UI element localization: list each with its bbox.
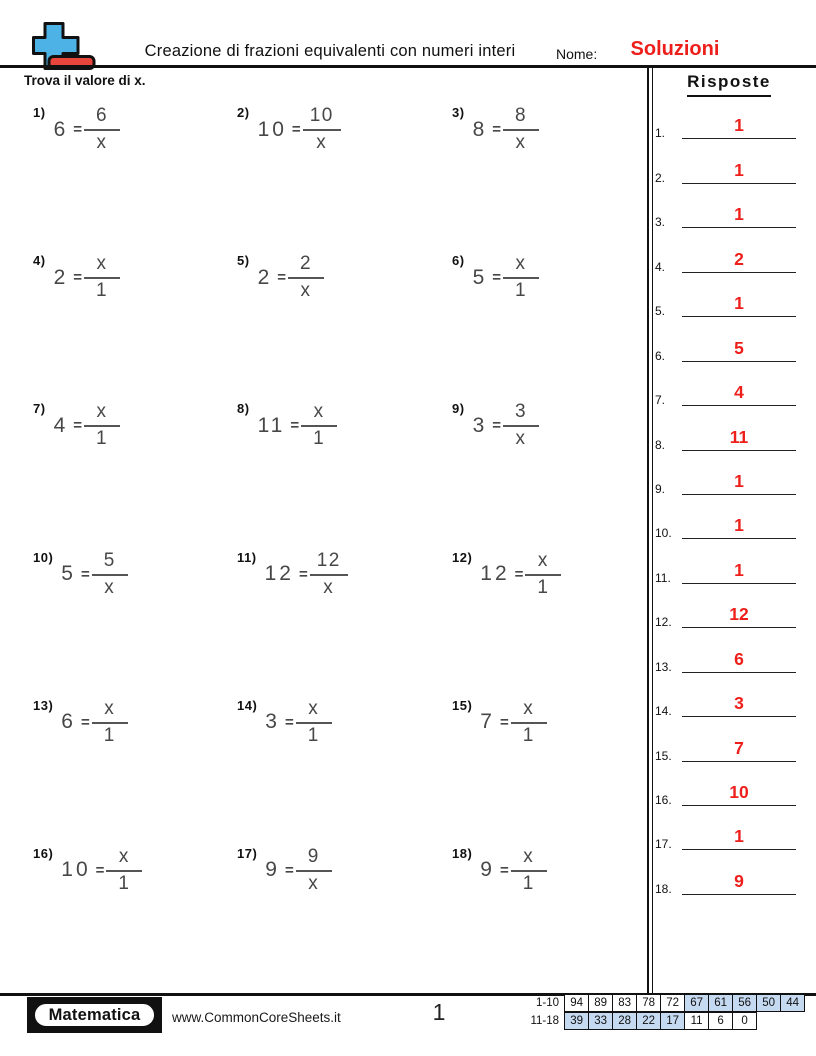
answer-row xyxy=(648,720,810,764)
problem-number: 13) xyxy=(33,697,54,713)
website-link: www.CommonCoreSheets.it xyxy=(172,1010,341,1025)
equation-lhs: 11 xyxy=(257,413,286,437)
equals-sign: = xyxy=(95,861,105,879)
equation-lhs: 10 xyxy=(257,117,287,141)
answer-value: 3 xyxy=(734,693,744,714)
equation xyxy=(480,846,546,895)
fraction-numerator: x xyxy=(92,698,128,724)
equals-sign: = xyxy=(277,269,287,287)
problem xyxy=(443,550,636,698)
score-cell: 6 xyxy=(708,1012,733,1030)
fraction xyxy=(303,105,341,154)
score-cells xyxy=(564,1012,757,1030)
fraction-numerator: x xyxy=(106,846,142,872)
equals-sign: = xyxy=(492,417,502,435)
score-table xyxy=(510,994,805,1030)
answer-number: 7. xyxy=(655,393,666,408)
fraction xyxy=(503,253,539,302)
problem-number: 5) xyxy=(237,253,250,269)
answer-blank-line xyxy=(682,538,796,539)
problem-number: 3) xyxy=(452,105,465,120)
problem xyxy=(228,846,443,994)
answer-blank-line xyxy=(682,894,796,895)
answer-number: 13. xyxy=(655,659,672,674)
fraction xyxy=(296,846,332,895)
answer-blank-line xyxy=(682,627,796,628)
answer-value: 9 xyxy=(734,870,744,891)
equation xyxy=(61,698,127,747)
answer-blank-line xyxy=(682,316,796,317)
answer-value: 5 xyxy=(734,337,744,358)
fraction-denominator: x xyxy=(323,576,335,598)
answer-row xyxy=(648,365,810,409)
answer-row xyxy=(648,142,810,186)
score-cell: 44 xyxy=(780,994,805,1012)
fraction-numerator: x xyxy=(84,401,120,427)
score-cell: 61 xyxy=(708,994,733,1012)
fraction xyxy=(525,550,561,599)
answer-row xyxy=(648,231,810,275)
fraction xyxy=(301,401,337,450)
fraction-numerator: 10 xyxy=(303,105,341,131)
fraction-denominator: x xyxy=(96,132,108,153)
problem xyxy=(228,253,443,401)
answer-number: 8. xyxy=(655,437,666,452)
score-row xyxy=(510,1012,805,1030)
answer-blank-line xyxy=(682,183,796,184)
answer-row xyxy=(648,809,810,853)
answer-row xyxy=(648,587,810,631)
answer-value: 1 xyxy=(734,293,744,314)
score-row-label: 1-10 xyxy=(535,997,559,1009)
score-cell: 50 xyxy=(756,994,781,1012)
answer-number: 17. xyxy=(655,837,672,852)
equation xyxy=(480,550,561,599)
fraction-denominator: 1 xyxy=(522,872,535,894)
score-cell: 39 xyxy=(564,1012,589,1030)
fraction-denominator: 1 xyxy=(307,724,320,746)
fraction xyxy=(511,846,547,895)
answer-number: 16. xyxy=(655,793,672,807)
problem-number: 11) xyxy=(237,549,257,565)
answer-row xyxy=(648,853,810,897)
fraction-numerator: x xyxy=(503,253,539,279)
brand-name: Matematica xyxy=(32,1001,157,1029)
score-cell: 33 xyxy=(588,1012,613,1030)
answer-blank-line xyxy=(682,761,796,762)
fraction xyxy=(84,401,120,450)
fraction-denominator: 1 xyxy=(537,576,550,598)
answer-blank-line xyxy=(682,849,796,850)
answer-value: 1 xyxy=(734,470,744,491)
equation-lhs: 2 xyxy=(257,265,273,289)
answer-row xyxy=(648,676,810,720)
page-number: 1 xyxy=(432,999,446,1025)
answer-blank-line xyxy=(682,138,796,139)
answer-number: 1. xyxy=(655,126,666,141)
fraction-numerator: 6 xyxy=(84,105,120,131)
fraction xyxy=(106,846,142,895)
equation-lhs: 2 xyxy=(53,265,69,289)
answer-number: 18. xyxy=(655,881,672,896)
instructions: Trova il valore di x. xyxy=(24,73,146,88)
score-cell: 28 xyxy=(612,1012,637,1030)
answer-row xyxy=(648,320,810,364)
score-cell: 72 xyxy=(660,994,685,1012)
equation-lhs: 9 xyxy=(480,858,495,882)
answer-blank-line xyxy=(682,716,796,717)
answer-value: 1 xyxy=(734,204,744,225)
score-cell: 89 xyxy=(588,994,613,1012)
problem xyxy=(443,846,636,994)
answer-blank-line xyxy=(682,227,796,228)
problem xyxy=(228,698,443,846)
answer-value: 2 xyxy=(734,248,744,269)
equation-lhs: 9 xyxy=(265,858,280,882)
fraction xyxy=(84,105,120,154)
answer-value: 1 xyxy=(734,515,744,536)
problem xyxy=(24,253,228,401)
problem xyxy=(228,105,443,253)
score-cell: 22 xyxy=(636,1012,661,1030)
equation xyxy=(265,550,348,599)
fraction-numerator: x xyxy=(525,550,561,576)
answer-row xyxy=(648,631,810,675)
equation-lhs: 3 xyxy=(265,710,280,734)
answer-value: 7 xyxy=(734,737,744,758)
answer-number: 5. xyxy=(655,304,666,319)
problem-number: 1) xyxy=(33,105,46,120)
fraction-denominator: 1 xyxy=(514,280,528,302)
fraction-numerator: x xyxy=(511,698,547,724)
answer-number: 15. xyxy=(655,748,672,763)
score-cell: 67 xyxy=(684,994,709,1012)
problem-number: 4) xyxy=(33,253,46,269)
fraction-denominator: 1 xyxy=(118,872,131,894)
equals-sign: = xyxy=(284,861,294,879)
answer-blank-line xyxy=(682,494,796,495)
answer-number: 11. xyxy=(655,570,671,585)
fraction xyxy=(503,105,539,154)
answer-row xyxy=(648,409,810,453)
fraction-numerator: 2 xyxy=(288,253,324,279)
equals-sign: = xyxy=(73,121,83,138)
equation-lhs: 12 xyxy=(480,562,510,586)
answer-number: 14. xyxy=(655,704,672,719)
fraction xyxy=(511,698,547,747)
answer-row xyxy=(648,498,810,542)
problem-number: 9) xyxy=(452,401,465,417)
fraction-denominator: 1 xyxy=(522,724,535,746)
answer-blank-line xyxy=(682,405,796,406)
answers-header: Risposte xyxy=(687,72,771,97)
fraction xyxy=(288,253,324,302)
score-row xyxy=(510,994,805,1012)
fraction xyxy=(84,253,120,302)
header-divider-line xyxy=(0,65,816,68)
score-cell: 78 xyxy=(636,994,661,1012)
score-cell: 56 xyxy=(732,994,757,1012)
equals-sign: = xyxy=(80,565,90,583)
score-cell: 17 xyxy=(660,1012,685,1030)
fraction-denominator: 1 xyxy=(95,428,109,450)
equals-sign: = xyxy=(290,417,300,435)
problem xyxy=(24,105,228,253)
score-cell: 11 xyxy=(684,1012,709,1030)
equation-lhs: 5 xyxy=(472,265,488,289)
equation xyxy=(54,253,120,302)
fraction-denominator: x xyxy=(316,132,328,153)
plus-minus-logo-icon xyxy=(32,22,96,70)
problem xyxy=(443,105,636,253)
answer-row xyxy=(648,542,810,586)
equation-lhs: 3 xyxy=(472,413,488,437)
problem-number: 8) xyxy=(237,401,250,417)
brand-logo xyxy=(27,997,162,1033)
answer-row xyxy=(648,765,810,809)
equation-lhs: 8 xyxy=(472,117,488,141)
equation xyxy=(258,105,341,154)
answer-row xyxy=(648,187,810,231)
score-row-label: 11-18 xyxy=(530,1015,559,1028)
fraction-denominator: x xyxy=(104,576,116,598)
answer-number: 3. xyxy=(655,215,666,230)
answer-value: 11 xyxy=(729,426,749,447)
fraction-denominator: x xyxy=(515,428,527,450)
answer-blank-line xyxy=(682,272,796,273)
fraction xyxy=(296,698,332,747)
equals-sign: = xyxy=(492,121,502,138)
problem-number: 10) xyxy=(33,549,54,565)
answer-value: 4 xyxy=(734,382,744,403)
answer-row xyxy=(648,454,810,498)
problem xyxy=(443,698,636,846)
answer-value: 12 xyxy=(729,604,749,625)
answer-value: 1 xyxy=(734,115,744,136)
fraction-numerator: 12 xyxy=(310,550,348,576)
equation xyxy=(54,401,120,450)
equation xyxy=(473,253,539,302)
fraction-denominator: x xyxy=(515,132,527,153)
answer-blank-line xyxy=(682,672,796,673)
answers-list xyxy=(648,98,810,898)
fraction-denominator: x xyxy=(308,872,320,894)
problem-number: 15) xyxy=(452,697,473,713)
problem-number: 14) xyxy=(237,697,258,713)
fraction-numerator: x xyxy=(84,253,120,279)
answer-number: 12. xyxy=(655,615,672,630)
answer-value: 1 xyxy=(734,559,744,580)
score-cells xyxy=(564,994,805,1012)
equals-sign: = xyxy=(492,269,502,287)
fraction-numerator: 5 xyxy=(92,550,128,576)
score-cell: 94 xyxy=(564,994,589,1012)
equation xyxy=(473,401,539,450)
equals-sign: = xyxy=(514,565,524,583)
answer-value: 6 xyxy=(734,648,744,669)
fraction xyxy=(92,698,128,747)
fraction xyxy=(503,401,539,450)
score-cell: 0 xyxy=(732,1012,757,1030)
answer-blank-line xyxy=(682,361,796,362)
answer-value: 1 xyxy=(734,159,744,180)
fraction-denominator: 1 xyxy=(103,724,116,746)
problem xyxy=(24,401,228,549)
equals-sign: = xyxy=(73,269,83,287)
answer-number: 6. xyxy=(655,348,666,363)
problem xyxy=(24,846,228,994)
answer-number: 9. xyxy=(655,481,666,496)
fraction xyxy=(92,550,128,599)
equation xyxy=(258,401,338,450)
equation xyxy=(473,105,539,154)
answer-number: 10. xyxy=(655,526,672,541)
answer-blank-line xyxy=(682,805,796,806)
problem xyxy=(24,698,228,846)
problem-number: 12) xyxy=(452,549,473,565)
equation-lhs: 5 xyxy=(61,562,76,586)
fraction-denominator: 1 xyxy=(95,280,109,302)
equation xyxy=(258,253,324,302)
problems-grid xyxy=(24,96,636,992)
equation xyxy=(265,846,331,895)
equals-sign: = xyxy=(499,713,509,731)
answer-number: 4. xyxy=(655,259,666,274)
equals-sign: = xyxy=(80,713,90,731)
answer-row xyxy=(648,276,810,320)
equation-lhs: 4 xyxy=(53,413,69,437)
equation xyxy=(480,698,546,747)
name-label: Nome: xyxy=(556,46,598,62)
answer-number: 2. xyxy=(655,170,666,185)
fraction-numerator: 8 xyxy=(503,105,539,131)
score-cell: 83 xyxy=(612,994,637,1012)
equals-sign: = xyxy=(73,417,83,435)
equation-lhs: 12 xyxy=(264,562,294,586)
fraction-numerator: 9 xyxy=(296,846,332,872)
equals-sign: = xyxy=(499,861,509,879)
problem-number: 7) xyxy=(33,401,46,417)
fraction-numerator: x xyxy=(296,698,332,724)
answer-value: 1 xyxy=(734,826,744,847)
equation xyxy=(265,698,331,747)
page-title: Creazione di frazioni equivalenti con numeri interi xyxy=(144,42,516,60)
equals-sign: = xyxy=(284,713,294,731)
equation-lhs: 7 xyxy=(480,710,495,734)
answer-row xyxy=(648,98,810,142)
problem xyxy=(24,550,228,698)
answer-blank-line xyxy=(682,450,796,451)
problem xyxy=(443,401,636,549)
problem xyxy=(228,550,443,698)
equation xyxy=(61,846,142,895)
fraction-numerator: x xyxy=(301,401,337,427)
answer-value: 10 xyxy=(729,782,749,802)
answer-blank-line xyxy=(682,583,796,584)
equation xyxy=(61,550,127,599)
fraction-numerator: 3 xyxy=(503,401,539,427)
equation-lhs: 6 xyxy=(61,710,76,734)
equals-sign: = xyxy=(298,565,308,583)
fraction-numerator: x xyxy=(511,846,547,872)
fraction-denominator: x xyxy=(300,280,312,302)
problem-number: 2) xyxy=(237,105,250,120)
problem-number: 18) xyxy=(452,845,473,861)
problem-number: 17) xyxy=(237,845,258,861)
name-value-solutions: Soluzioni xyxy=(630,38,720,60)
equation xyxy=(54,105,120,154)
fraction-denominator: 1 xyxy=(313,428,326,450)
equals-sign: = xyxy=(291,121,301,138)
problem-number: 6) xyxy=(452,253,465,269)
equation-lhs: 6 xyxy=(53,117,69,141)
problem-number: 16) xyxy=(33,845,54,861)
fraction xyxy=(310,550,348,599)
equation-lhs: 10 xyxy=(61,858,91,882)
problem xyxy=(228,401,443,549)
problem xyxy=(443,253,636,401)
